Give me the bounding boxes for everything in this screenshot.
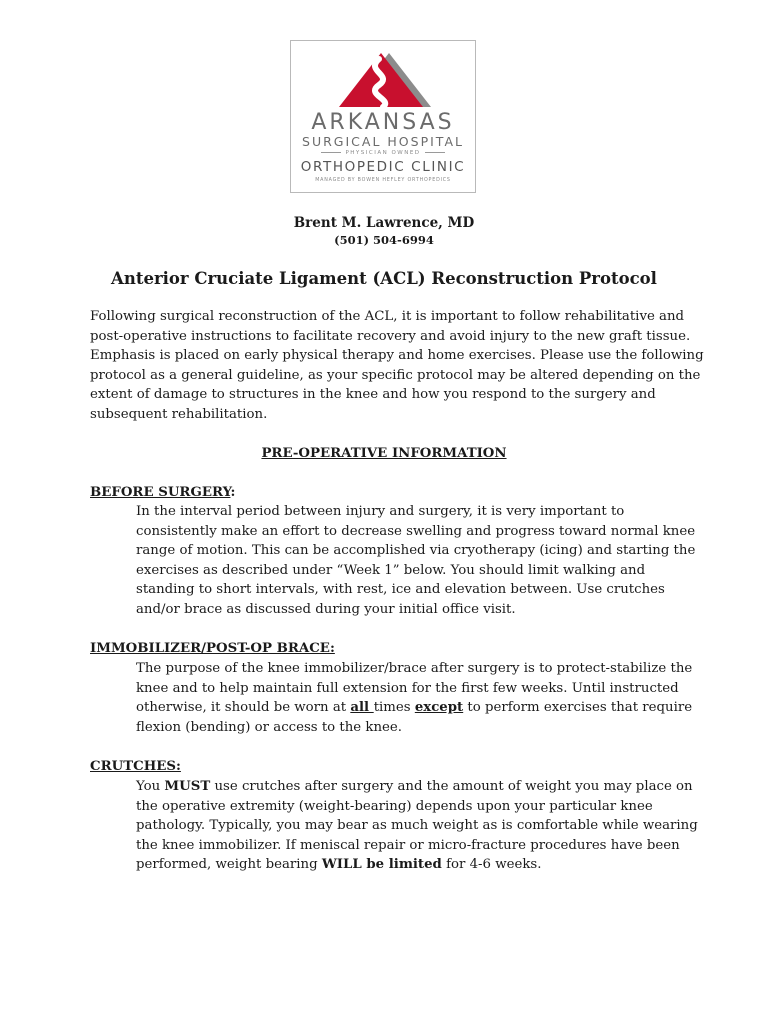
- intro-line: post-operative instructions to facilitate recovery and avoid injury to the new graft tissue.: [90, 328, 691, 344]
- crutches-line: performed, weight bearing WILL be limited for 4-6 weeks.: [136, 857, 542, 873]
- logo-clinic: ORTHOPEDIC CLINIC: [300, 159, 466, 175]
- crutches-paragraph: [136, 777, 698, 875]
- intro-paragraph: [90, 307, 704, 425]
- logo-name: ARKANSAS: [311, 110, 455, 135]
- before-surgery-line: standing to short intervals, with rest, ice and elevation between. Use crutches: [136, 582, 665, 598]
- logo-owned: PHYSICIAN OWNED: [291, 150, 475, 157]
- before-surgery-line: and/or brace as discussed during your initial office visit.: [136, 601, 516, 617]
- intro-line: Emphasis is placed on early physical therapy and home exercises. Please use the following: [90, 348, 704, 364]
- mountain-river-logo-icon: [335, 49, 435, 111]
- emphasis-except: except: [414, 700, 464, 716]
- immobilizer-line: otherwise, it should be worn at all times except to perform exercises that require: [136, 700, 693, 716]
- before-surgery-line: consistently make an effort to decrease swelling and progress toward normal knee: [136, 523, 696, 539]
- hospital-logo: [290, 40, 476, 193]
- before-surgery-line: exercises as described under “Week 1” below. You should limit walking and: [136, 562, 646, 578]
- doctor-phone: (501) 504-6994: [334, 233, 434, 247]
- intro-line: extent of damage to structures in the knee and how you respond to the surgery and: [90, 387, 656, 403]
- immobilizer-line: knee and to help maintain full extension for the first few weeks. Until instructed: [136, 680, 679, 696]
- emphasis-all: all: [350, 700, 374, 716]
- immobilizer-line: The purpose of the knee immobilizer/brace after surgery is to protect-stabilize the: [136, 661, 693, 676]
- crutches-line: pathology. Typically, you may bear as much weight as is comfortable while wearing: [136, 818, 698, 834]
- logo-managed: MANAGED BY BOWEN HEFLEY ORTHOPEDICS: [315, 178, 451, 183]
- emphasis-limited: WILL be limited: [321, 857, 442, 873]
- pre-op-heading: PRE-OPERATIVE INFORMATION: [261, 446, 507, 461]
- crutches-line: You MUST use crutches after surgery and the amount of weight you may place on: [136, 779, 693, 794]
- doctor-name: Brent M. Lawrence, MD: [293, 215, 475, 231]
- before-surgery-paragraph: [136, 502, 695, 620]
- emphasis-must: MUST: [164, 779, 211, 794]
- intro-line: protocol as a general guideline, as your specific protocol may be altered depending on the: [90, 367, 701, 383]
- before-surgery-line: In the interval period between injury and surgery, it is very important to: [136, 504, 625, 519]
- intro-line: subsequent rehabilitation.: [90, 406, 268, 422]
- crutches-heading: CRUTCHES:: [90, 759, 181, 774]
- immobilizer-paragraph: [136, 659, 692, 737]
- before-surgery-line: range of motion. This can be accomplished via cryotherapy (icing) and starting the: [136, 543, 696, 559]
- document-title: Anterior Cruciate Ligament (ACL) Reconstruction Protocol: [111, 269, 657, 288]
- crutches-line: the knee immobilizer. If meniscal repair or micro-fracture procedures have been: [136, 837, 680, 853]
- immobilizer-line: flexion (bending) or access to the knee.: [136, 719, 402, 735]
- before-surgery-heading: BEFORE SURGERY:: [90, 485, 236, 500]
- intro-line: Following surgical reconstruction of the ACL, it is important to follow rehabilitative and: [90, 309, 685, 324]
- immobilizer-heading: IMMOBILIZER/POST-OP BRACE:: [90, 641, 335, 656]
- logo-hospital: SURGICAL HOSPITAL: [302, 134, 464, 149]
- crutches-line: the operative extremity (weight-bearing) depends upon your particular knee: [136, 798, 653, 814]
